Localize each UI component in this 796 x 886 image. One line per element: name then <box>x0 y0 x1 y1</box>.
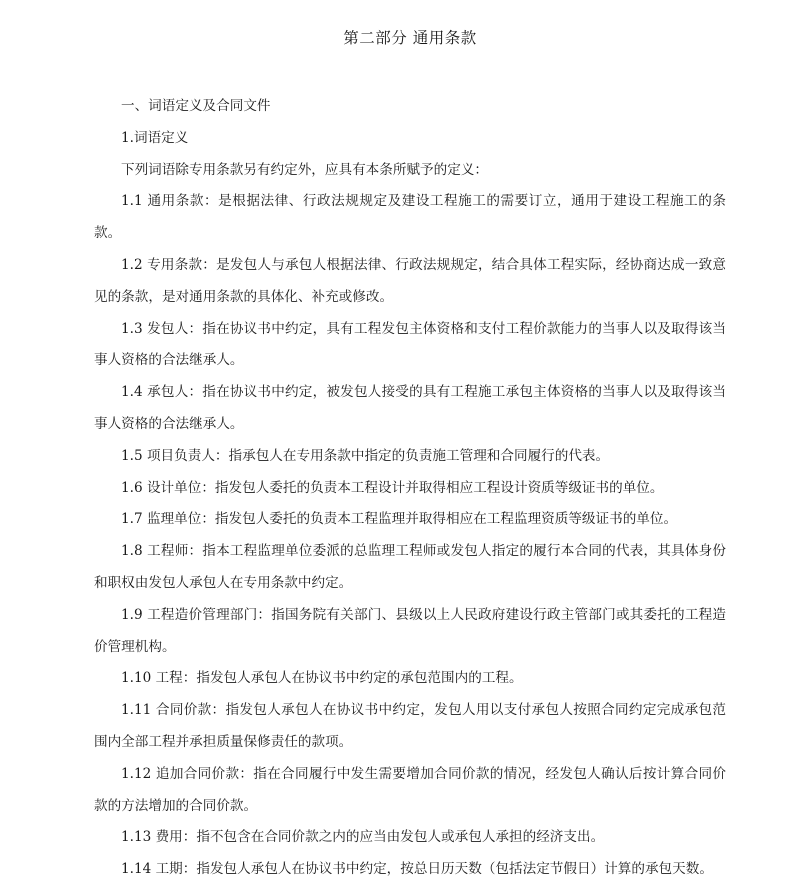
clause-1-9: 1.9 工程造价管理部门：指国务院有关部门、县级以上人民政府建设行政主管部门或其委托的工程造价管理机构。 <box>94 606 726 655</box>
clause-1-4: 1.4 承包人：指在协议书中约定，被发包人接受的具有工程施工承包主体资格的当事人以及取得该当事人资格的合法继承人。 <box>94 384 726 432</box>
clause-1-14: 1.14 工期：指发包人承包人在协议书中约定，按总日历天数（包括法定节假日）计算的承包天数。 <box>121 861 713 878</box>
page-title: 第二部分 通用条款 <box>343 29 477 47</box>
clause-1-10: 1.10 工程：指发包人承包人在协议书中约定的承包范围内的工程。 <box>121 670 523 687</box>
subsection-heading: 1.词语定义 <box>121 129 189 146</box>
section-heading: 一、词语定义及合同文件 <box>121 98 271 114</box>
clause-1-12: 1.12 追加合同价款：指在合同履行中发生需要增加合同价款的情况，经发包人确认后按计算合同价款的方法增加的合同价款。 <box>94 765 726 814</box>
clause-1-2: 1.2 专用条款：是发包人与承包人根据法律、行政法规规定，结合具体工程实际，经协商达成一致意见的条款，是对通用条款的具体化、补充或修改。 <box>94 256 726 305</box>
clause-1-11: 1.11 合同价款：指发包人承包人在协议书中约定，发包人用以支付承包人按照合同约定完成承包范围内全部工程并承担质量保修责任的款项。 <box>94 702 726 750</box>
clause-1-1: 1.1 通用条款：是根据法律、行政法规规定及建设工程施工的需要订立，通用于建设工程施工的条款。 <box>94 193 726 242</box>
clause-1-8: 1.8 工程师：指本工程监理单位委派的总监理工程师或发包人指定的履行本合同的代表，其具体身份和职权由发包人承包人在专用条款中约定。 <box>94 543 726 591</box>
clause-1-5: 1.5 项目负责人：指承包人在专用条款中指定的负责施工管理和合同履行的代表。 <box>121 447 610 464</box>
clause-1-7: 1.7 监理单位：指发包人委托的负责本工程监理并取得相应在工程监理资质等级证书的单位。 <box>121 511 678 528</box>
clause-1-6: 1.6 设计单位：指发包人委托的负责本工程设计并取得相应工程设计资质等级证书的单位。 <box>121 479 664 496</box>
clause-1-3: 1.3 发包人：指在协议书中约定，具有工程发包主体资格和支付工程价款能力的当事人以及取得该当事人资格的合法继承人。 <box>94 320 726 369</box>
intro-paragraph: 下列词语除专用条款另有约定外，应具有本条所赋予的定义： <box>121 161 489 178</box>
clause-1-13: 1.13 费用：指不包含在合同价款之内的应当由发包人或承包人承担的经济支出。 <box>121 829 605 846</box>
